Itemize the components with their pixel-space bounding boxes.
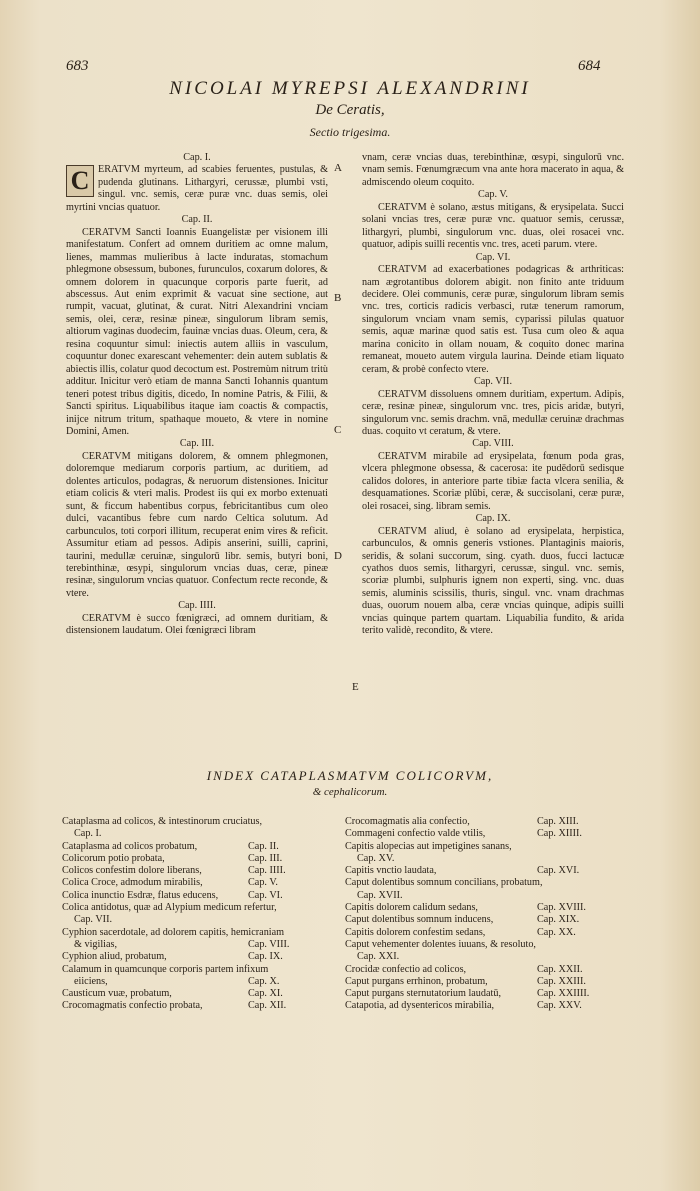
- paragraph: CERATVM mirabile ad erysipelata, fœnum poda gras, vlcera phlegmone obsessa, & cacerosa: ite pudēdorū sedisque calidos dolores, in anteriore parte tibiæ facta vlcera senilia, & desquamationes. Scoriæ plūbi, ceræ, & succisolani, ceræ puræ, olei rosacei, sing. libram semis.: [362, 450, 624, 512]
- index-entry: [62, 828, 332, 840]
- index-entry-label: & vigilias,: [74, 938, 118, 950]
- index-entry-label: Crocomagmatis confectio probata,: [62, 1000, 203, 1012]
- paragraph: C ERATVM myrteum, ad scabies feruentes, pustulas, & pudenda glutinans. Lithargyri, cerussæ, plumbi vsti, singul. vnc. semis, ceræ puræ vnc. duas semis, olei myrtini vncias quatuor.: [66, 164, 328, 213]
- margin-letter-e: E: [352, 681, 359, 693]
- index-entry-chapter: Cap. XIIII.: [537, 828, 582, 840]
- index-entry-label: Caput dolentibus somnum inducens,: [345, 914, 494, 926]
- index-entry-label: Cap. XXI.: [357, 951, 400, 963]
- index-entry: [62, 877, 332, 889]
- index-entry-label: Colicos confestim dolore liberans,: [62, 865, 202, 877]
- index-right-list: [345, 816, 607, 1013]
- index-entry: [62, 927, 332, 939]
- index-entry-label: Crocidæ confectio ad colicos,: [345, 963, 467, 975]
- chapter-heading: Cap. V.: [478, 189, 508, 201]
- index-entry-chapter: Cap. XVI.: [537, 865, 580, 877]
- index-entry-label: Calamum in quamcunque corporis partem infixum: [62, 963, 269, 975]
- index-entry-chapter: Cap. II.: [248, 840, 279, 852]
- index-entry-label: Cataplasma ad colicos, & intestinorum cruciatus,: [62, 816, 263, 827]
- index-entry-label: Cyphion sacerdotale, ad dolorem capitis, hemicraniam: [62, 926, 285, 938]
- paragraph: CERATVM dissoluens omnem duritiam, expertum. Adipis, ceræ, resinæ pineæ, singulorum vnc. tres, picis aridæ, butyri, singulorum vnc. semis drachm. vnā, medullæ ceruinæ drachmas duas. coquito vt ceratum, & vtere.: [362, 388, 624, 437]
- page-title: NICOLAI MYREPSI ALEXANDRINI: [169, 78, 531, 99]
- index-entry-label: Colica antidotus, quæ ad Alypium medicum refertur,: [62, 902, 277, 914]
- index-entry-label: Cataplasma ad colicos probatum,: [62, 840, 198, 852]
- index-entry-label: Causticum vuæ, probatum,: [62, 988, 172, 1000]
- index-entry-label: Crocomagmatis alia confectio,: [345, 816, 470, 827]
- index-entry-label: eiiciens,: [74, 975, 108, 987]
- index-entry-label: Cyphion aliud, probatum,: [62, 951, 167, 963]
- index-entry: [62, 816, 332, 828]
- page-subtitle: De Ceratis,: [315, 102, 385, 118]
- paragraph: CERATVM aliud, è solano ad erysipelata, herpistica, carbunculos, & omnis generis vstiones. Plantaginis maioris, seridis, & solani succorum, sing. cyath. duos, fucci lactucæ cyathos duos semis, lithargyri, cerussæ, singul. vnc. semis, scoriæ plumbi, sulphuris ignem non experti, sing. vnc. duas semis, aluminis scissilis, thuris, singul. vnc. vnam drachmas duas, ouorum nouem alba, ceræ vncias quinque, adipis suilli vncias quinque partem quartam. Liquabilia fundito, & arida terito validè, recondito, & vtere.: [362, 525, 624, 637]
- index-entry: [345, 914, 607, 926]
- index-entry: [345, 939, 607, 951]
- index-entry: [62, 951, 332, 963]
- index-entry: [345, 890, 607, 902]
- index-entry-label: Cap. VII.: [74, 914, 113, 926]
- index-entry: [62, 865, 332, 877]
- index-entry: [345, 865, 607, 877]
- margin-letter-c: C: [334, 424, 342, 436]
- index-entry-label: Caput vehementer dolentes iuuans, & resoluto,: [345, 938, 536, 950]
- index-entry: [345, 841, 607, 853]
- margin-letter-b: B: [334, 292, 342, 304]
- index-entry: [345, 902, 607, 914]
- index-title: INDEX CATAPLASMATVM COLICORVM,: [206, 768, 494, 783]
- index-entry: [345, 964, 607, 976]
- paragraph: CERATVM ad exacerbationes podagricas & arthriticas: nam ægrotantibus dolorem abigit. non finito ante triduum decidere. Olei communis, ceræ puræ, singulorum libram semis vnc. tres, corticis radicis verbasci, rutæ tenerum ramorum, singulorum vnciam vnam semis, cyparissi pilulas quatuor semis, aquæ marinæ quod satis est. Tusa cum oleo & aqua marina conicito in ollam nouam, & coquito donec marina remaneat, moueto autem virgula laurina. Deinde etiam liquato ceram, & probè confecto vtere.: [362, 264, 624, 375]
- section-title: Sectio trigesima.: [309, 125, 391, 139]
- index-entry: [62, 988, 332, 1000]
- index-entry: [62, 841, 332, 853]
- index-entry-label: Commageni confectio valde vtilis,: [345, 828, 486, 840]
- index-entry: [62, 939, 332, 951]
- index-entry: [62, 853, 332, 865]
- index-entry-label: Capitis dolorem confestim sedans,: [345, 926, 486, 938]
- index-entry-chapter: Cap. VI.: [248, 889, 283, 901]
- index-entry: [345, 976, 607, 988]
- index-entry: [345, 816, 607, 828]
- index-entry-chapter: Cap. XVIII.: [537, 902, 586, 914]
- paragraph: CERATVM mitigans dolorem, & omnem phlegmonen, doloremque mediarum corporis partium, ac duritiem, ad dolentes articulos, podagras, & neruorum distensiones. Inicitur etiam colicis & vteri malis. Prodest iis qui ex morbo extenuati sunt, & ficcum habentibus corpus, febricitantibus cum oleo dulci, vacantibus febre cum nardo Celtica solutum. Ad carbunculos, toti corpori illitum, recuperat enim vires & reficit. Assumitur etiam ad pessos. Adipis anserini, suilli, caprini, taurini, medullæ ceruinæ, singulorū libr. semis, butyri boni, terebinthinæ, œsypi, singulorum vncias duas, ceræ, pineæ resinæ, singulorum vncias quatuor. Confectum recte reconde, & vtere.: [66, 450, 328, 599]
- index-entry-label: Cap. I.: [74, 828, 102, 840]
- index-left-list: [62, 816, 332, 1013]
- right-column: [362, 152, 624, 638]
- index-entry-chapter: Cap. XII.: [248, 1000, 287, 1012]
- index-entry: [62, 902, 332, 914]
- index-entry-chapter: Cap. IX.: [248, 951, 283, 963]
- index-entry-chapter: Cap. XXV.: [537, 1000, 582, 1012]
- index-entry-label: Colica inunctio Esdræ, flatus educens,: [62, 889, 219, 901]
- index-entry-label: Caput purgans errhinon, probatum,: [345, 975, 488, 987]
- index-entry-chapter: Cap. IIII.: [248, 865, 286, 877]
- index-entry-label: Colica Croce, admodum mirabilis,: [62, 877, 203, 889]
- index-entry: [62, 914, 332, 926]
- margin-letter-d: D: [334, 550, 342, 562]
- index-entry-label: Capitis alopecias aut impetigines sanans,: [345, 840, 512, 852]
- index-entry-label: Cap. XVII.: [357, 889, 403, 901]
- drop-cap: C: [66, 165, 94, 197]
- index-entry: [62, 964, 332, 976]
- chapter-heading: Cap. II.: [181, 214, 213, 226]
- index-entry: [345, 877, 607, 889]
- index-entry: [345, 988, 607, 1000]
- index-entry-label: Caput purgans sternutatorium laudatū,: [345, 988, 501, 1000]
- index-entry-label: Catapotia, ad dysentericos mirabilia,: [345, 1000, 495, 1012]
- index-entry: [345, 1000, 607, 1012]
- index-entry: [62, 1000, 332, 1012]
- index-entry-chapter: Cap. XI.: [248, 988, 283, 1000]
- index-entry-chapter: Cap. III.: [248, 852, 283, 864]
- index-entry: [62, 890, 332, 902]
- index-entry-label: Cap. XV.: [357, 852, 395, 864]
- index-entry: [345, 951, 607, 963]
- chapter-heading: Cap. III.: [179, 438, 215, 450]
- index-entry-chapter: Cap. XXIII.: [537, 975, 586, 987]
- index-entry-chapter: Cap. XX.: [537, 926, 576, 938]
- index-entry-label: Capitis dolorem calidum sedans,: [345, 902, 478, 914]
- index-entry-label: Caput dolentibus somnum concilians, probatum,: [345, 877, 543, 889]
- index-entry: [62, 976, 332, 988]
- index-entry-chapter: Cap. XIX.: [537, 914, 580, 926]
- index-entry: [345, 853, 607, 865]
- index-entry: [345, 828, 607, 840]
- chapter-heading: Cap. I.: [183, 152, 211, 163]
- index-entry: [345, 927, 607, 939]
- chapter-heading: Cap. VI.: [475, 251, 511, 263]
- index-entry-chapter: Cap. V.: [248, 877, 278, 889]
- left-column: [66, 152, 328, 638]
- paragraph: CERATVM è succo fœnigræci, ad omnem duritiam, & distensionem laudatum. Olei fœnigræci libram: [66, 612, 328, 637]
- index-entry-chapter: Cap. VIII.: [248, 938, 290, 950]
- index-entry-chapter: Cap. X.: [248, 975, 280, 987]
- chapter-heading: Cap. VII.: [473, 376, 512, 388]
- index-entry-chapter: Cap. XXIIII.: [537, 988, 590, 1000]
- index-entry-label: Colicorum potio probata,: [62, 852, 165, 864]
- index-entry-label: Capitis vnctio laudata,: [345, 865, 437, 877]
- index-entry-chapter: Cap. XIII.: [537, 816, 579, 827]
- paragraph: vnam, ceræ vncias duas, terebinthinæ, œsypi, singulorū vnc. vnam semis. Fœnumgræcum vna ante hora macerato in aqua, & admiscendo oleum coquito.: [362, 152, 624, 188]
- chapter-heading: Cap. IX.: [475, 513, 511, 525]
- chapter-heading: Cap. IIII.: [178, 600, 216, 612]
- page-number-right: 684: [578, 58, 601, 74]
- paragraph: CERATVM Sancti Ioannis Euangelistæ per visionem illi manifestatum. Confert ad omnem duritiem ac omne malum, lienes, mammas mulieribus à lacte induratas, stomachum phlegmone obsessum, bubones, furunculos, coxarum dolores, & omnem dolorem in quacunque corporis parte fuerit, ad abscessus. Aut enim exprimit & vacuat sine sectione, aut rumpit, vacuat, glutinat, & curat. Nitri Alexandrini vnciam semis, olei, ceræ, resinæ pineæ, singulorum libram semis, altiorum vaginas duodecim, fauinæ vncias duas. Oleum, cera, & resina coquuntur simul: iniectis autem alliis in vasculum, coquuntur donec exarescant vehementer: dein autem sublatis & abiectis illis, colatur quod decoctum est. Postremùm nitrum tritù additur. Inicitur verò etiam de manna Sancti Iohannis quantum teneri potest tribus digitis, dicedo, In nomine Patris, & Filii, & Sancti spiritus. Liquabilibus itaque iam coactis & compactis, inijce nitrum tritum, spathaque moueto, & vtere in nomine Domini, Amen.: [66, 226, 328, 437]
- page-number-left: 683: [66, 58, 89, 74]
- margin-letter-a: A: [334, 162, 342, 174]
- paragraph: CERATVM è solano, æstus mitigans, & erysipelata. Succi solani vncias tres, ceræ puræ vnc. quatuor semis, cerussæ, lithargyri, plumbi, singulorum vnc. duas, olei rosacei vnc. quatuor, adipis suilli recentis vnc. tres, aceti parum. vtere.: [362, 201, 624, 251]
- chapter-heading: Cap. VIII.: [472, 438, 514, 450]
- index-entry-chapter: Cap. XXII.: [537, 963, 583, 975]
- index-subtitle: & cephalicorum.: [312, 786, 388, 798]
